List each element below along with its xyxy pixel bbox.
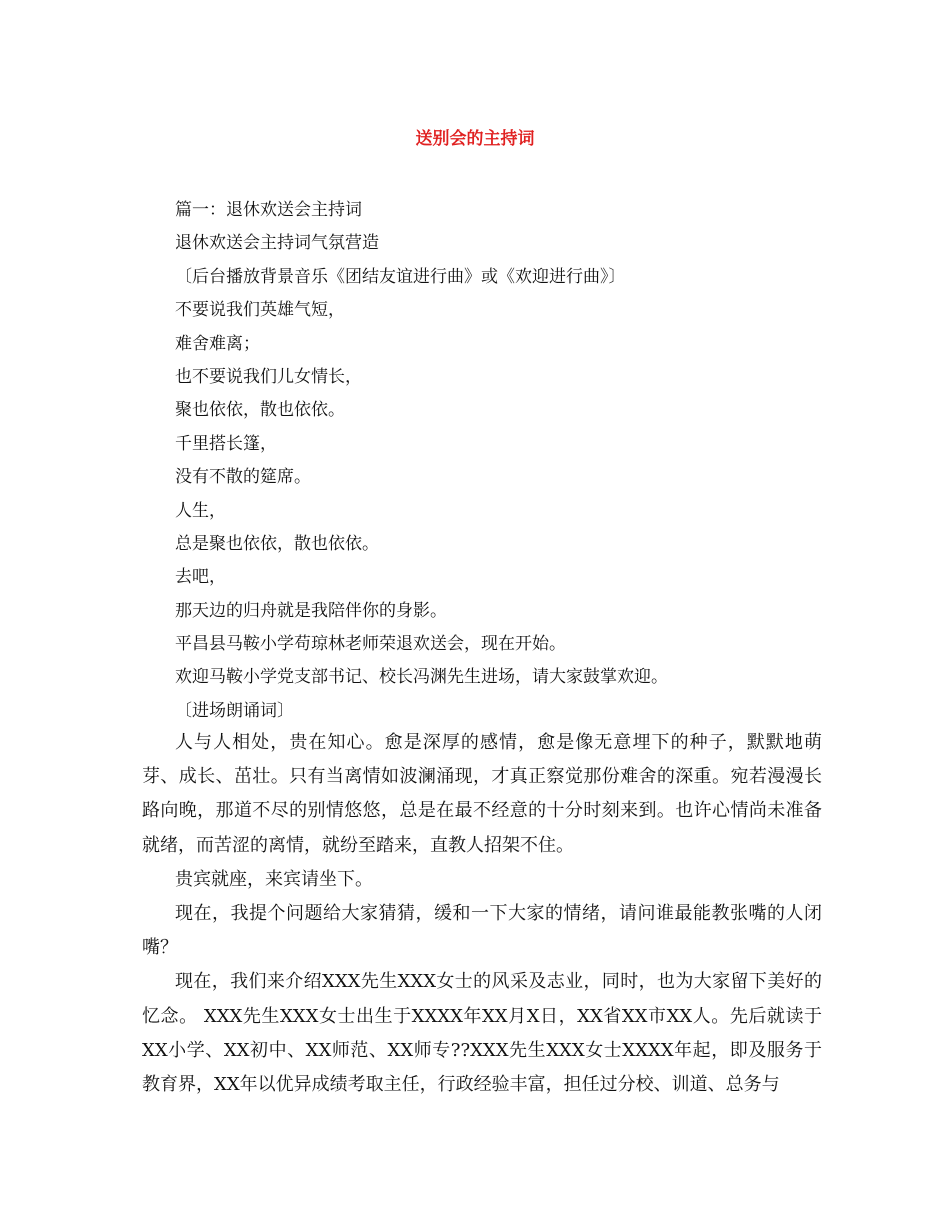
body-paragraphs (142, 726, 822, 1102)
text-line: 也不要说我们儿女情长， (175, 366, 362, 387)
text-line: 去吧， (175, 567, 226, 588)
text-line: 难舍难离； (175, 333, 260, 354)
text-line: 人生， (175, 500, 226, 521)
text-line: 那天边的归舟就是我陪伴你的身影。 (175, 600, 447, 621)
paragraph: 人与人相处，贵在知心。愈是深厚的感情，愈是像无意埋下的种子，默默地萌芽、成长、茁壮。只有当离情如波澜涌现，才真正察觉那份难舍的深重。宛若漫漫长路向晚，那道不尽的别情悠悠，总是在最不经意的十分时刻来到。也许心情尚未准备就绪，而苦涩的离情，就纷至踏来，直教人招架不住。 (142, 732, 822, 856)
text-line: 退休欢送会主持词气氛营造 (175, 233, 379, 254)
text-line: 平昌县马鞍小学苟琼林老师荣退欢送会，现在开始。 (175, 634, 566, 655)
text-line: 千里搭长篷， (175, 433, 277, 454)
text-line: 总是聚也依依，散也依依。 (175, 533, 379, 554)
text-line: 聚也依依，散也依依。 (175, 400, 345, 421)
paragraph: 现在，我提个问题给大家猜猜，缓和一下大家的情绪，请问谁最能教张嘴的人闭嘴？ (142, 903, 822, 959)
document-title: 送别会的主持词 (415, 129, 535, 149)
verse-lines (175, 194, 825, 728)
paragraph: 贵宾就座，来宾请坐下。 (175, 868, 373, 890)
text-line: 篇一：退休欢送会主持词 (175, 200, 362, 220)
text-line: 欢迎马鞍小学党支部书记、校长冯渊先生进场，请大家鼓掌欢迎。 (175, 667, 668, 688)
text-line: 〔后台播放背景音乐《团结友谊进行曲》或《欢迎进行曲》〕 (175, 266, 626, 287)
text-line: 不要说我们英雄气短， (175, 300, 345, 321)
text-line: 没有不散的筵席。 (175, 467, 311, 488)
text-line: 〔进场朗诵词〕 (175, 700, 294, 721)
paragraph: 现在，我们来介绍XXX先生XXX女士的风采及志业，同时，也为大家留下美好的忆念。 XXX先生XXX女士出生于XXXX年XX月X日，XX省XX市XX人。先后就读于XX小学、XX初中、XX师范、XX师专??XXX先生XXX女士XXXX年起，即及服务于教育界，XX年以优异成绩考取主任，行政经验丰富，担任过分校、训道、总务与 (142, 971, 822, 1096)
